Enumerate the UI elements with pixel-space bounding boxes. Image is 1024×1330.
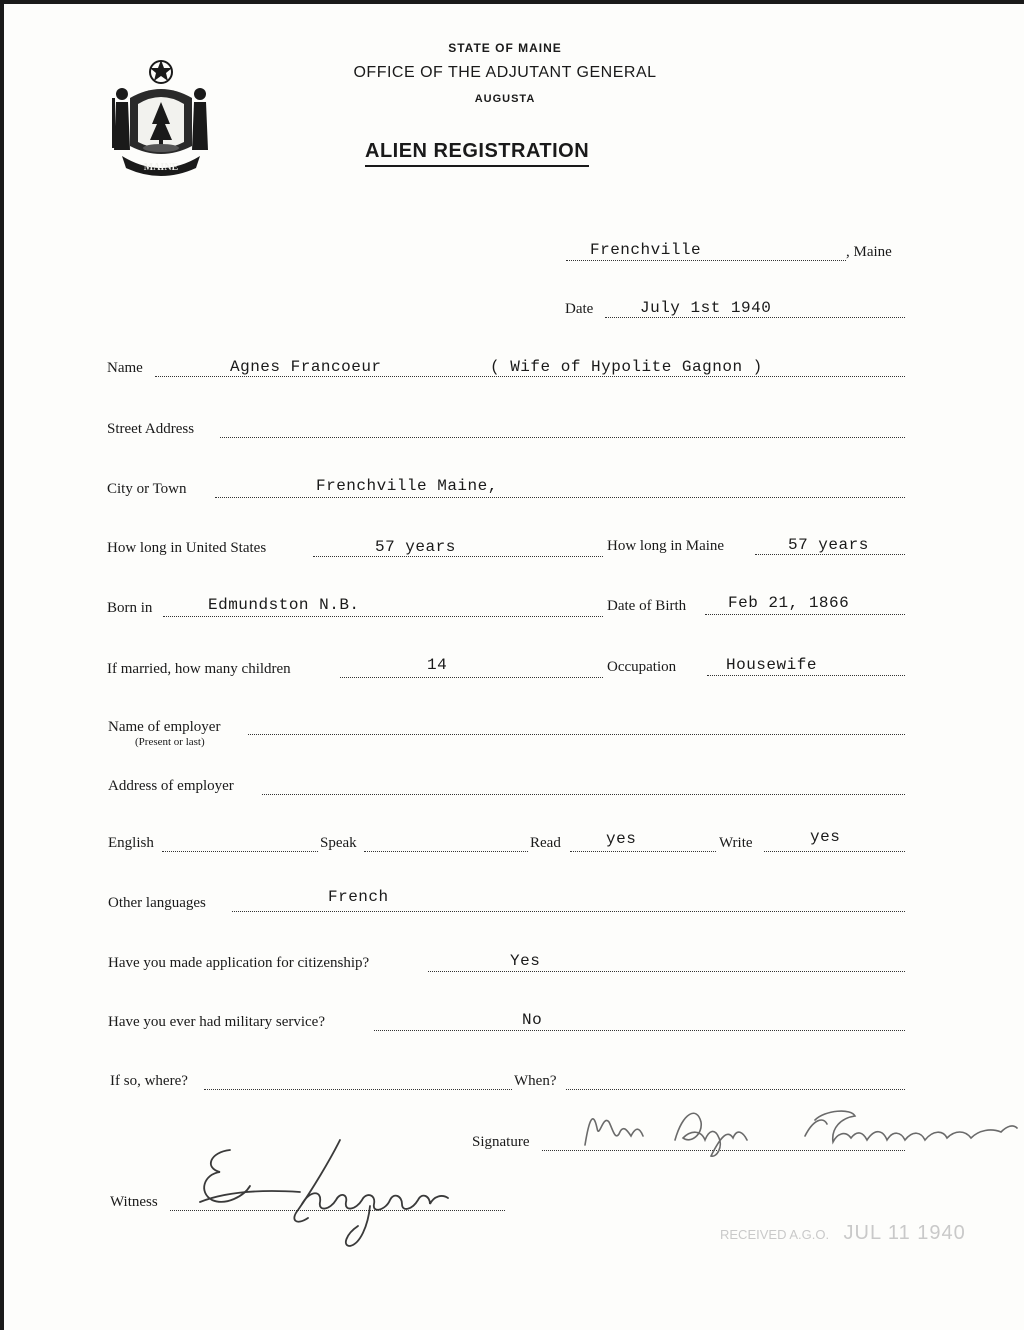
how-long-us-value[interactable]: 57 years: [375, 538, 456, 556]
received-stamp-date: JUL 11 1940: [843, 1222, 966, 1244]
if-so-where-label: If so, where?: [110, 1073, 188, 1089]
place-town-value[interactable]: Frenchville: [590, 241, 702, 259]
speak-label: Speak: [320, 835, 357, 851]
other-languages-value[interactable]: French: [328, 888, 389, 906]
date-of-birth-label: Date of Birth: [607, 598, 687, 614]
employer-address-label: Address of employer: [108, 778, 234, 794]
seal-banner-text: MAINE: [143, 162, 179, 173]
employer-name-dotline: [248, 733, 905, 735]
received-stamp: [720, 1222, 966, 1245]
name-label: Name: [107, 360, 143, 376]
name-value[interactable]: Agnes Francoeur: [230, 358, 382, 376]
city-value[interactable]: Frenchville Maine,: [316, 477, 498, 495]
military-value[interactable]: No: [522, 1011, 543, 1029]
read-dotline: [570, 850, 716, 852]
when-label: When?: [514, 1073, 557, 1089]
signature-label: Signature: [472, 1134, 530, 1150]
date-of-birth-value[interactable]: Feb 21, 1866: [728, 594, 850, 612]
place-dotline: [566, 259, 846, 261]
signature-handwriting: [575, 1100, 1020, 1170]
place-suffix: , Maine: [846, 244, 892, 260]
scan-edge-top: [0, 0, 1024, 4]
other-languages-label: Other languages: [108, 895, 206, 911]
read-value[interactable]: yes: [606, 830, 637, 848]
scan-edge-left: [0, 0, 4, 1330]
citizenship-value[interactable]: Yes: [510, 952, 541, 970]
citizenship-dotline: [428, 970, 905, 972]
witness-label: Witness: [110, 1194, 158, 1210]
header-city: AUGUSTA: [474, 93, 536, 105]
street-address-dotline: [220, 436, 905, 438]
city-label: City or Town: [107, 481, 187, 497]
other-languages-dotline: [232, 910, 905, 912]
date-label: Date: [565, 301, 594, 317]
english-label: English: [108, 835, 154, 851]
citizenship-label: Have you made application for citizenship?: [108, 955, 370, 971]
children-dotline: [340, 676, 603, 678]
employer-name-sublabel: (Present or last): [135, 736, 205, 748]
how-long-us-label: How long in United States: [107, 540, 267, 556]
page-title: ALIEN REGISTRATION: [365, 140, 589, 167]
header-state: STATE OF MAINE: [448, 41, 562, 55]
employer-address-dotline: [262, 793, 905, 795]
how-long-maine-label: How long in Maine: [607, 538, 725, 554]
occupation-label: Occupation: [607, 659, 677, 675]
born-in-dotline: [163, 615, 603, 617]
speak-dotline: [364, 850, 528, 852]
write-label: Write: [719, 835, 753, 851]
employer-name-label: Name of employer: [108, 719, 221, 735]
received-stamp-label: RECEIVED A.G.O.: [720, 1227, 830, 1242]
how-long-us-dotline: [313, 555, 603, 557]
military-label: Have you ever had military service?: [108, 1014, 325, 1030]
read-label: Read: [530, 835, 561, 851]
street-address-label: Street Address: [107, 421, 195, 437]
how-long-maine-value[interactable]: 57 years: [788, 536, 869, 554]
children-value[interactable]: 14: [427, 656, 448, 674]
write-value[interactable]: yes: [810, 828, 841, 846]
english-dotline: [162, 850, 318, 852]
date-value[interactable]: July 1st 1940: [640, 299, 772, 317]
write-dotline: [764, 850, 905, 852]
if-so-where-dotline: [204, 1088, 512, 1090]
born-in-label: Born in: [107, 600, 153, 616]
state-seal-icon: [108, 58, 214, 180]
when-dotline: [566, 1088, 905, 1090]
military-dotline: [374, 1029, 905, 1031]
city-dotline: [215, 496, 905, 498]
occupation-value[interactable]: Housewife: [726, 656, 817, 674]
children-label: If married, how many children: [107, 661, 291, 677]
occupation-dotline: [707, 674, 905, 676]
witness-handwriting: [190, 1130, 460, 1250]
born-in-value[interactable]: Edmundston N.B.: [208, 596, 360, 614]
name-note[interactable]: ( Wife of Hypolite Gagnon ): [490, 358, 763, 376]
date-of-birth-dotline: [705, 613, 905, 615]
header-office: OFFICE OF THE ADJUTANT GENERAL: [353, 64, 657, 81]
